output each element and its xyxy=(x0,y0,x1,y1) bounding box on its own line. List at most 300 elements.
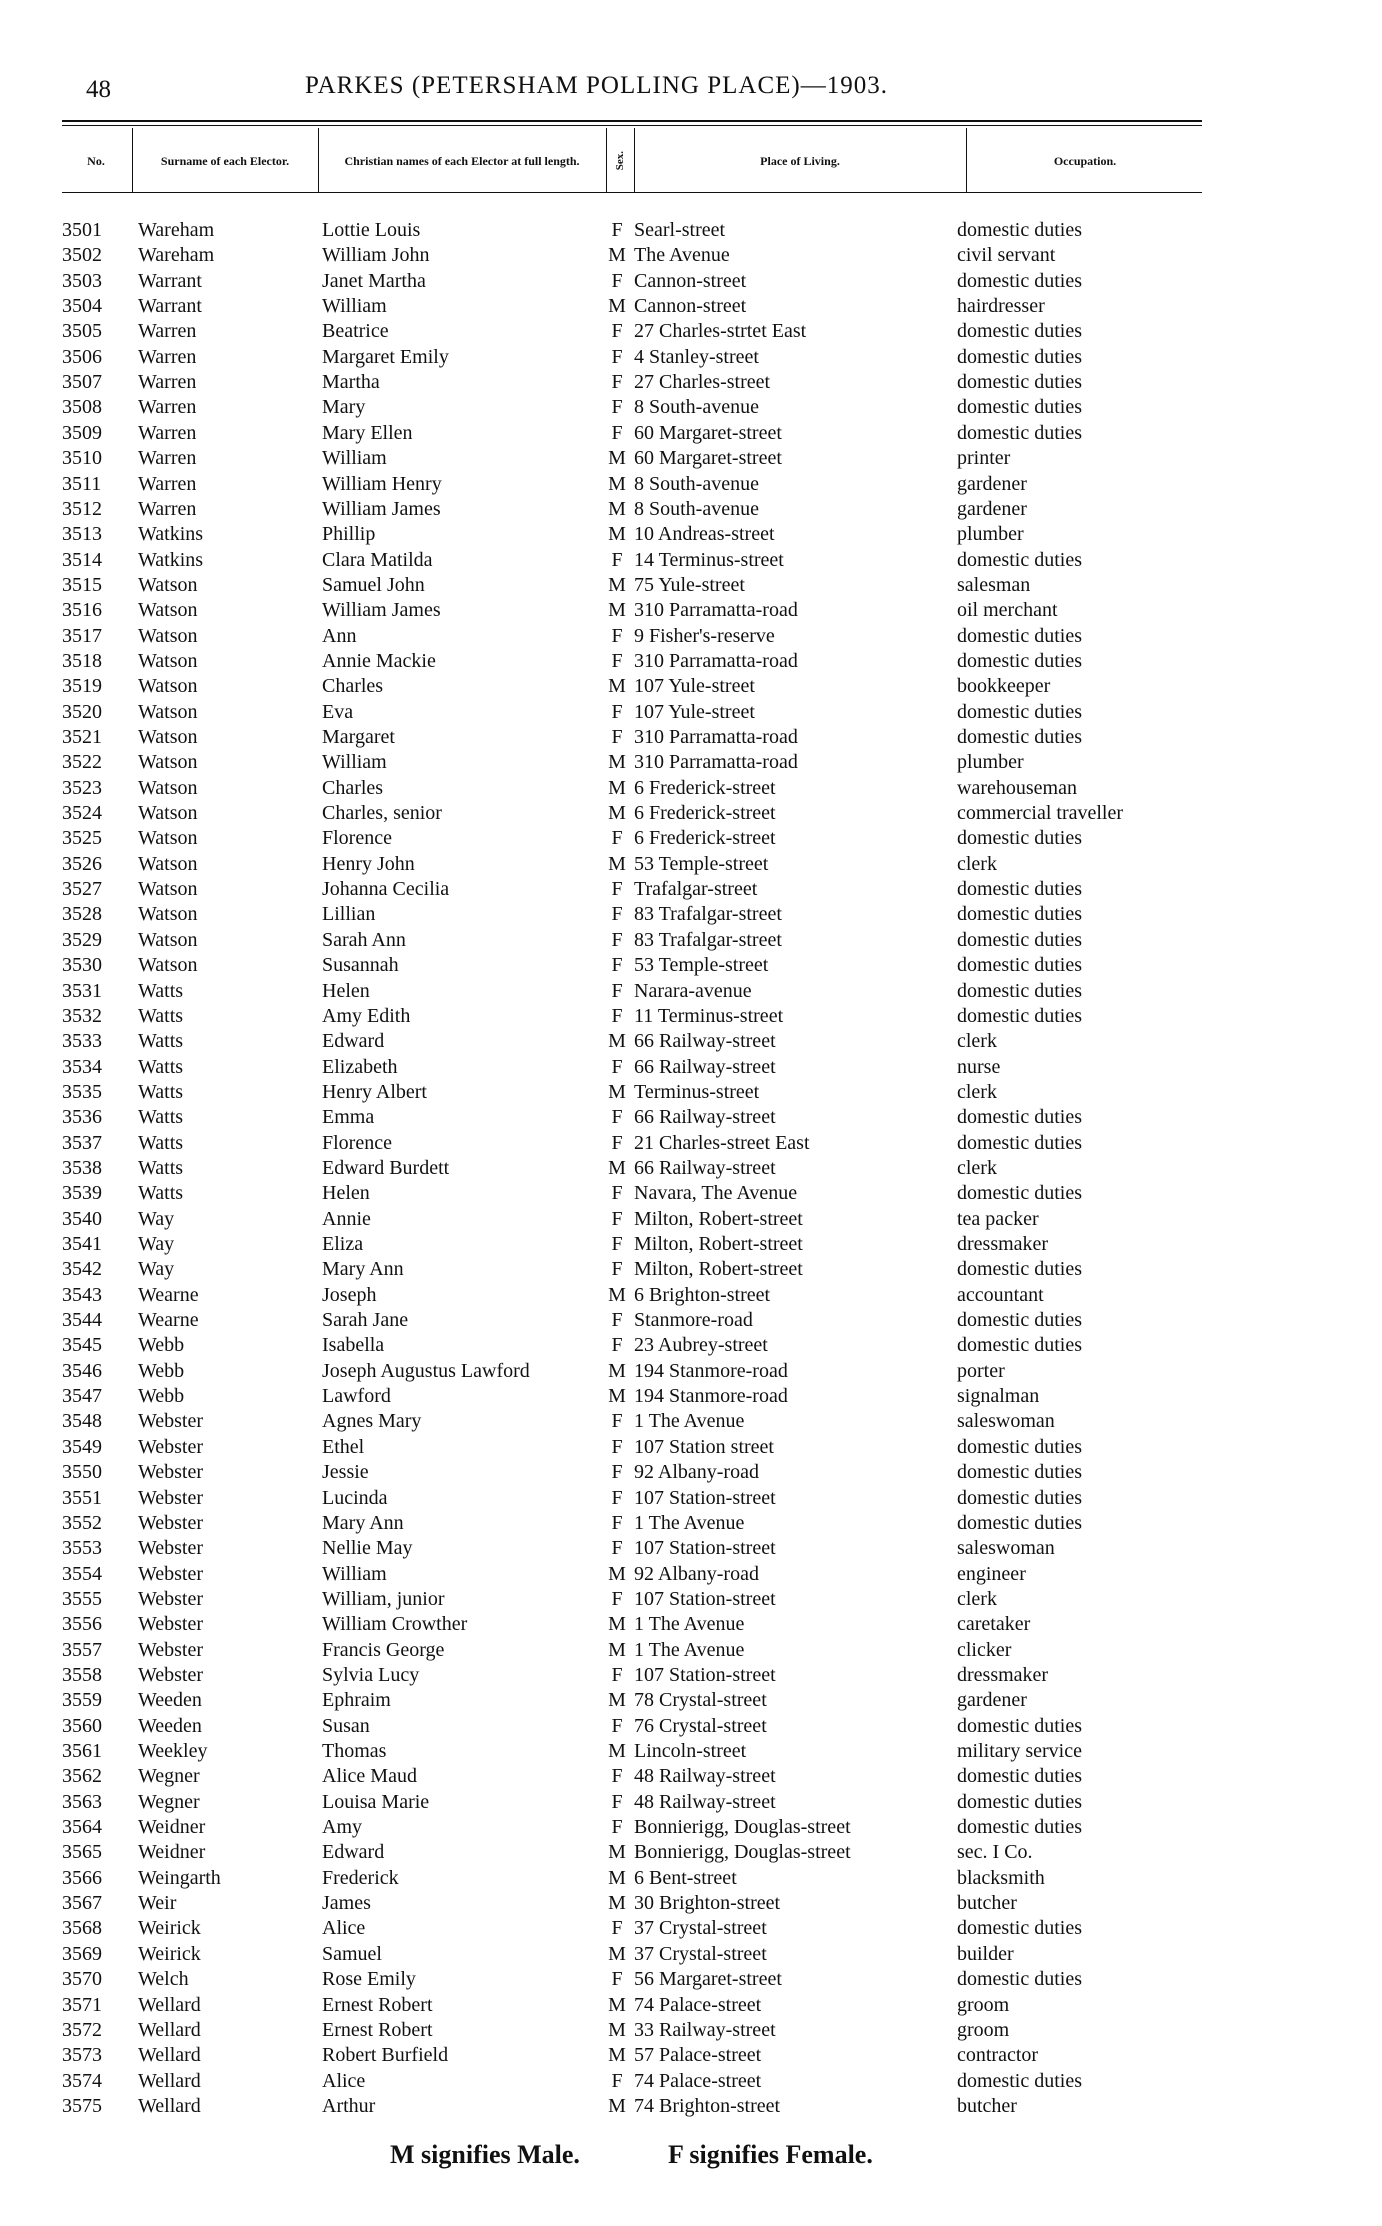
elector-surname: Watkins xyxy=(138,548,204,571)
elector-sex: F xyxy=(611,269,623,292)
elector-christian-names: William James xyxy=(322,599,441,622)
elector-sex: F xyxy=(611,726,623,748)
elector-number: 3567 xyxy=(62,1892,102,1915)
elector-occupation: domestic duties xyxy=(957,1714,1082,1737)
elector-number: 3514 xyxy=(62,548,102,571)
elector-place-of-living: 6 Brighton-street xyxy=(634,1283,771,1306)
elector-sex: M xyxy=(608,1156,626,1179)
elector-christian-names: Robert Burfield xyxy=(322,2044,449,2067)
elector-surname: Webster xyxy=(138,1486,204,1509)
elector-occupation: military service xyxy=(957,1740,1082,1762)
elector-occupation: gardener xyxy=(957,472,1027,495)
table-row xyxy=(0,1308,1382,1333)
elector-number: 3525 xyxy=(62,827,102,850)
elector-place-of-living: The Avenue xyxy=(634,244,730,267)
elector-sex: F xyxy=(611,1511,623,1534)
elector-surname: Watts xyxy=(138,979,184,1002)
table-row xyxy=(0,1790,1382,1815)
elector-occupation: plumber xyxy=(957,751,1024,774)
elector-christian-names: Alice xyxy=(322,1917,366,1940)
table-row xyxy=(0,2043,1382,2068)
elector-place-of-living: 53 Temple-street xyxy=(634,954,769,977)
elector-number: 3552 xyxy=(62,1511,102,1534)
elector-place-of-living: 78 Crystal-street xyxy=(634,1689,767,1712)
elector-place-of-living: 23 Aubrey-street xyxy=(634,1334,768,1357)
elector-surname: Watts xyxy=(138,1156,184,1179)
elector-christian-names: Margaret Emily xyxy=(322,345,449,368)
elector-number: 3574 xyxy=(62,2069,102,2092)
table-row xyxy=(0,649,1382,674)
table-row xyxy=(0,1131,1382,1156)
table-row xyxy=(0,1333,1382,1358)
elector-occupation: domestic duties xyxy=(957,1816,1082,1839)
elector-sex: F xyxy=(611,219,623,241)
elector-occupation: groom xyxy=(957,1993,1010,2016)
elector-sex: M xyxy=(608,1740,626,1762)
elector-surname: Webster xyxy=(138,1587,204,1610)
table-row xyxy=(0,1638,1382,1663)
elector-occupation: clerk xyxy=(957,1030,997,1053)
elector-place-of-living: 37 Crystal-street xyxy=(634,1917,767,1940)
elector-number: 3507 xyxy=(62,371,102,394)
elector-christian-names: Francis George xyxy=(322,1638,445,1661)
elector-place-of-living: 107 Station-street xyxy=(634,1537,776,1560)
elector-surname: Watson xyxy=(138,675,198,698)
elector-number: 3543 xyxy=(62,1283,102,1306)
elector-christian-names: Henry John xyxy=(322,852,415,875)
elector-place-of-living: 74 Palace-street xyxy=(634,2069,762,2092)
elector-place-of-living: 107 Station-street xyxy=(634,1663,776,1686)
elector-surname: Warren xyxy=(138,447,197,470)
elector-occupation: domestic duties xyxy=(957,396,1082,419)
elector-sex: F xyxy=(611,396,623,419)
page-title: PARKES (PETERSHAM POLLING PLACE)—1903. xyxy=(305,72,888,99)
elector-occupation: clerk xyxy=(957,852,997,875)
elector-occupation: butcher xyxy=(957,1892,1017,1915)
elector-surname: Watts xyxy=(138,1131,184,1154)
elector-sex: F xyxy=(611,1207,623,1230)
elector-sex: M xyxy=(608,472,626,495)
elector-christian-names: Joseph Augustus Lawford xyxy=(322,1359,530,1382)
elector-place-of-living: 75 Yule-street xyxy=(634,573,745,596)
table-row xyxy=(0,1764,1382,1789)
elector-place-of-living: Milton, Robert-street xyxy=(634,1233,803,1255)
elector-place-of-living: 48 Railway-street xyxy=(634,1765,776,1788)
elector-occupation: builder xyxy=(957,1942,1014,1965)
elector-christian-names: Ephraim xyxy=(322,1689,391,1712)
elector-christian-names: Amy Edith xyxy=(322,1004,411,1027)
elector-surname: Warren xyxy=(138,421,197,444)
table-row xyxy=(0,852,1382,877)
elector-surname: Watts xyxy=(138,1106,184,1129)
elector-number: 3515 xyxy=(62,573,102,596)
elector-christian-names: Lillian xyxy=(322,903,376,926)
elector-number: 3504 xyxy=(62,295,102,318)
elector-number: 3526 xyxy=(62,852,102,875)
elector-surname: Wellard xyxy=(138,2018,201,2041)
table-row xyxy=(0,243,1382,268)
elector-number: 3510 xyxy=(62,447,102,470)
header-bottom-rule xyxy=(62,192,1202,193)
table-row xyxy=(0,1080,1382,1105)
elector-occupation: domestic duties xyxy=(957,548,1082,571)
elector-sex: M xyxy=(608,497,626,520)
elector-christian-names: Lawford xyxy=(322,1385,391,1408)
elector-place-of-living: 1 The Avenue xyxy=(634,1410,745,1433)
elector-christian-names: Arthur xyxy=(322,2094,376,2117)
elector-surname: Webster xyxy=(138,1537,204,1560)
elector-sex: F xyxy=(611,700,623,723)
elector-occupation: porter xyxy=(957,1359,1005,1382)
table-row xyxy=(0,1156,1382,1181)
elector-surname: Watson xyxy=(138,649,198,672)
elector-christian-names: Edward xyxy=(322,1030,385,1053)
elector-occupation: domestic duties xyxy=(957,649,1082,672)
elector-occupation: domestic duties xyxy=(957,1435,1082,1458)
elector-surname: Wellard xyxy=(138,1993,201,2016)
elector-occupation: caretaker xyxy=(957,1613,1031,1636)
elector-sex: M xyxy=(608,852,626,875)
elector-sex: F xyxy=(611,1968,623,1991)
elector-occupation: domestic duties xyxy=(957,954,1082,977)
elector-place-of-living: 107 Station-street xyxy=(634,1587,776,1610)
elector-sex: F xyxy=(611,1587,623,1610)
elector-christian-names: Edward Burdett xyxy=(322,1156,450,1179)
elector-sex: M xyxy=(608,1892,626,1915)
elector-place-of-living: 10 Andreas-street xyxy=(634,523,775,546)
elector-place-of-living: Milton, Robert-street xyxy=(634,1258,803,1281)
elector-christian-names: Ethel xyxy=(322,1435,365,1458)
elector-surname: Warren xyxy=(138,320,197,343)
elector-sex: M xyxy=(608,523,626,546)
elector-place-of-living: Trafalgar-street xyxy=(634,878,758,901)
elector-occupation: warehouseman xyxy=(957,776,1077,799)
elector-number: 3505 xyxy=(62,320,102,343)
elector-surname: Wearne xyxy=(138,1309,199,1332)
elector-surname: Watson xyxy=(138,751,198,774)
elector-surname: Watts xyxy=(138,1004,184,1027)
elector-number: 3539 xyxy=(62,1182,102,1205)
elector-number: 3509 xyxy=(62,421,102,444)
elector-sex: F xyxy=(611,1816,623,1839)
elector-occupation: butcher xyxy=(957,2094,1017,2117)
elector-christian-names: William Crowther xyxy=(322,1613,468,1636)
elector-sex: F xyxy=(611,1309,623,1332)
column-divider xyxy=(634,128,635,192)
elector-surname: Wellard xyxy=(138,2069,201,2092)
table-row xyxy=(0,294,1382,319)
elector-christian-names: William xyxy=(322,751,387,774)
elector-place-of-living: Stanmore-road xyxy=(634,1309,753,1332)
elector-christian-names: Samuel John xyxy=(322,573,425,596)
elector-surname: Wareham xyxy=(138,219,215,241)
header-rule xyxy=(62,120,1202,122)
elector-place-of-living: 310 Parramatta-road xyxy=(634,726,798,748)
table-row xyxy=(0,1688,1382,1713)
elector-christian-names: Martha xyxy=(322,371,380,394)
elector-number: 3554 xyxy=(62,1562,102,1585)
table-row xyxy=(0,1181,1382,1206)
elector-place-of-living: 310 Parramatta-road xyxy=(634,599,798,622)
elector-number: 3520 xyxy=(62,700,102,723)
elector-number: 3547 xyxy=(62,1385,102,1408)
elector-sex: F xyxy=(611,1004,623,1027)
elector-place-of-living: 9 Fisher's-reserve xyxy=(634,624,775,647)
elector-sex: F xyxy=(611,1131,623,1154)
elector-christian-names: Joseph xyxy=(322,1283,377,1306)
elector-sex: M xyxy=(608,1841,626,1864)
elector-sex: M xyxy=(608,675,626,698)
elector-surname: Warrant xyxy=(138,269,202,292)
elector-christian-names: Emma xyxy=(322,1106,375,1129)
elector-surname: Webster xyxy=(138,1562,204,1585)
table-row xyxy=(0,1993,1382,2018)
elector-christian-names: William John xyxy=(322,244,430,267)
elector-occupation: domestic duties xyxy=(957,269,1082,292)
elector-place-of-living: 66 Railway-street xyxy=(634,1055,776,1078)
elector-number: 3544 xyxy=(62,1309,102,1332)
elector-number: 3562 xyxy=(62,1765,102,1788)
elector-number: 3511 xyxy=(62,472,102,495)
elector-christian-names: Edward xyxy=(322,1841,385,1864)
elector-occupation: commercial traveller xyxy=(957,802,1124,825)
elector-sex: F xyxy=(611,903,623,926)
elector-sex: F xyxy=(611,1714,623,1737)
elector-sex: M xyxy=(608,244,626,267)
elector-surname: Watts xyxy=(138,1080,184,1103)
elector-surname: Wellard xyxy=(138,2044,201,2067)
elector-place-of-living: 107 Yule-street xyxy=(634,700,755,723)
elector-number: 3571 xyxy=(62,1993,102,2016)
table-row xyxy=(0,776,1382,801)
elector-occupation: domestic duties xyxy=(957,1182,1082,1205)
table-row xyxy=(0,472,1382,497)
elector-surname: Wellard xyxy=(138,2094,201,2117)
elector-surname: Weidner xyxy=(138,1841,206,1864)
legend-female: F signifies Female. xyxy=(668,2140,873,2169)
elector-place-of-living: 76 Crystal-street xyxy=(634,1714,767,1737)
elector-place-of-living: 74 Palace-street xyxy=(634,1993,762,2016)
elector-sex: F xyxy=(611,320,623,343)
elector-number: 3519 xyxy=(62,675,102,698)
elector-number: 3513 xyxy=(62,523,102,546)
elector-occupation: domestic duties xyxy=(957,345,1082,368)
elector-place-of-living: 4 Stanley-street xyxy=(634,345,759,368)
elector-christian-names: Charles, senior xyxy=(322,802,442,825)
elector-place-of-living: 14 Terminus-street xyxy=(634,548,784,571)
table-row xyxy=(0,2018,1382,2043)
elector-sex: F xyxy=(611,979,623,1002)
elector-christian-names: Lottie Louis xyxy=(322,219,421,241)
elector-sex: M xyxy=(608,1080,626,1103)
legend-male: M signifies Male. xyxy=(390,2140,580,2169)
elector-sex: M xyxy=(608,751,626,774)
elector-sex: M xyxy=(608,1359,626,1382)
table-row xyxy=(0,1511,1382,1536)
elector-place-of-living: 37 Crystal-street xyxy=(634,1942,767,1965)
table-row xyxy=(0,1815,1382,1840)
elector-christian-names: Clara Matilda xyxy=(322,548,433,571)
elector-sex: F xyxy=(611,1435,623,1458)
elector-number: 3551 xyxy=(62,1486,102,1509)
elector-sex: F xyxy=(611,1055,623,1078)
elector-sex: M xyxy=(608,1030,626,1053)
elector-surname: Way xyxy=(138,1207,175,1230)
elector-occupation: domestic duties xyxy=(957,1131,1082,1154)
elector-number: 3531 xyxy=(62,979,102,1002)
elector-occupation: domestic duties xyxy=(957,2069,1082,2092)
table-row xyxy=(0,421,1382,446)
elector-occupation: domestic duties xyxy=(957,928,1082,951)
elector-place-of-living: 27 Charles-strtet East xyxy=(634,320,807,343)
elector-occupation: domestic duties xyxy=(957,1309,1082,1332)
elector-surname: Watson xyxy=(138,852,198,875)
elector-occupation: printer xyxy=(957,447,1011,470)
elector-christian-names: Helen xyxy=(322,1182,370,1205)
elector-surname: Webb xyxy=(138,1334,185,1357)
elector-number: 3542 xyxy=(62,1258,102,1281)
elector-christian-names: Florence xyxy=(322,827,392,850)
elector-christian-names: Louisa Marie xyxy=(322,1790,430,1813)
elector-place-of-living: 8 South-avenue xyxy=(634,497,759,520)
elector-sex: F xyxy=(611,1917,623,1940)
elector-number: 3529 xyxy=(62,928,102,951)
table-row xyxy=(0,1663,1382,1688)
elector-place-of-living: 92 Albany-road xyxy=(634,1562,759,1585)
elector-christian-names: Margaret xyxy=(322,726,395,748)
elector-surname: Wearne xyxy=(138,1283,199,1306)
table-row xyxy=(0,1714,1382,1739)
elector-christian-names: Mary Ann xyxy=(322,1258,404,1281)
elector-surname: Weir xyxy=(138,1892,177,1915)
elector-occupation: blacksmith xyxy=(957,1866,1045,1889)
elector-place-of-living: 6 Bent-street xyxy=(634,1866,737,1889)
elector-christian-names: Lucinda xyxy=(322,1486,388,1509)
elector-place-of-living: 30 Brighton-street xyxy=(634,1892,781,1915)
header-rule-thin xyxy=(62,125,1202,126)
elector-occupation: nurse xyxy=(957,1055,1001,1078)
table-row xyxy=(0,1409,1382,1434)
elector-place-of-living: 56 Margaret-street xyxy=(634,1968,782,1991)
elector-surname: Watson xyxy=(138,599,198,622)
elector-sex: F xyxy=(611,1233,623,1255)
elector-sex: M xyxy=(608,2044,626,2067)
table-row xyxy=(0,598,1382,623)
elector-christian-names: William Henry xyxy=(322,472,442,495)
elector-sex: M xyxy=(608,2018,626,2041)
elector-sex: M xyxy=(608,1993,626,2016)
elector-place-of-living: Navara, The Avenue xyxy=(634,1182,798,1205)
elector-sex: M xyxy=(608,1283,626,1306)
table-row xyxy=(0,674,1382,699)
elector-number: 3533 xyxy=(62,1030,102,1053)
table-row xyxy=(0,700,1382,725)
elector-sex: F xyxy=(611,1106,623,1129)
elector-christian-names: Florence xyxy=(322,1131,392,1154)
table-row xyxy=(0,522,1382,547)
table-row xyxy=(0,1232,1382,1257)
table-row xyxy=(0,877,1382,902)
elector-surname: Webster xyxy=(138,1663,204,1686)
elector-number: 3528 xyxy=(62,903,102,926)
table-row xyxy=(0,1105,1382,1130)
elector-sex: M xyxy=(608,573,626,596)
elector-number: 3523 xyxy=(62,776,102,799)
elector-christian-names: Henry Albert xyxy=(322,1080,427,1103)
elector-place-of-living: 11 Terminus-street xyxy=(634,1004,784,1027)
elector-surname: Weingarth xyxy=(138,1866,221,1889)
elector-christian-names: Amy xyxy=(322,1816,362,1839)
elector-christian-names: Ernest Robert xyxy=(322,1993,433,2016)
elector-number: 3546 xyxy=(62,1359,102,1382)
elector-sex: F xyxy=(611,827,623,850)
table-row xyxy=(0,1207,1382,1232)
elector-place-of-living: Milton, Robert-street xyxy=(634,1207,803,1230)
elector-number: 3559 xyxy=(62,1689,102,1712)
elector-surname: Watson xyxy=(138,776,198,799)
elector-surname: Webster xyxy=(138,1511,204,1534)
table-row xyxy=(0,218,1382,243)
elector-sex: F xyxy=(611,1258,623,1281)
elector-surname: Watson xyxy=(138,928,198,951)
elector-sex: F xyxy=(611,1334,623,1357)
elector-number: 3563 xyxy=(62,1790,102,1813)
elector-number: 3572 xyxy=(62,2018,102,2041)
elector-place-of-living: 74 Brighton-street xyxy=(634,2094,781,2117)
elector-place-of-living: Narara-avenue xyxy=(634,979,752,1002)
elector-occupation: clicker xyxy=(957,1638,1012,1661)
elector-sex: M xyxy=(608,1638,626,1661)
table-row xyxy=(0,953,1382,978)
elector-occupation: accountant xyxy=(957,1283,1044,1306)
elector-place-of-living: Cannon-street xyxy=(634,269,747,292)
elector-surname: Weirick xyxy=(138,1942,201,1965)
elector-surname: Wegner xyxy=(138,1790,200,1813)
elector-surname: Webster xyxy=(138,1435,204,1458)
elector-sex: M xyxy=(608,776,626,799)
elector-sex: F xyxy=(611,548,623,571)
elector-place-of-living: 83 Trafalgar-street xyxy=(634,903,782,926)
elector-number: 3506 xyxy=(62,345,102,368)
elector-number: 3534 xyxy=(62,1055,102,1078)
table-row xyxy=(0,1004,1382,1029)
elector-surname: Weidner xyxy=(138,1816,206,1839)
elector-christian-names: Ann xyxy=(322,624,357,647)
elector-sex: F xyxy=(611,1182,623,1205)
elector-occupation: domestic duties xyxy=(957,1461,1082,1484)
elector-christian-names: Elizabeth xyxy=(322,1055,398,1078)
elector-occupation: domestic duties xyxy=(957,371,1082,394)
elector-number: 3535 xyxy=(62,1080,102,1103)
table-row xyxy=(0,1612,1382,1637)
elector-place-of-living: 107 Station-street xyxy=(634,1486,776,1509)
elector-occupation: oil merchant xyxy=(957,599,1058,622)
elector-surname: Watson xyxy=(138,700,198,723)
elector-number: 3553 xyxy=(62,1537,102,1560)
elector-occupation: domestic duties xyxy=(957,320,1082,343)
elector-surname: Watson xyxy=(138,954,198,977)
elector-christian-names: Helen xyxy=(322,979,370,1002)
elector-christian-names: Rose Emily xyxy=(322,1968,416,1991)
elector-place-of-living: Lincoln-street xyxy=(634,1740,747,1762)
elector-surname: Watkins xyxy=(138,523,204,546)
elector-occupation: plumber xyxy=(957,523,1024,546)
elector-occupation: bookkeeper xyxy=(957,675,1051,698)
elector-christian-names: James xyxy=(322,1892,371,1915)
elector-occupation: gardener xyxy=(957,497,1027,520)
table-row xyxy=(0,345,1382,370)
elector-place-of-living: 48 Railway-street xyxy=(634,1790,776,1813)
